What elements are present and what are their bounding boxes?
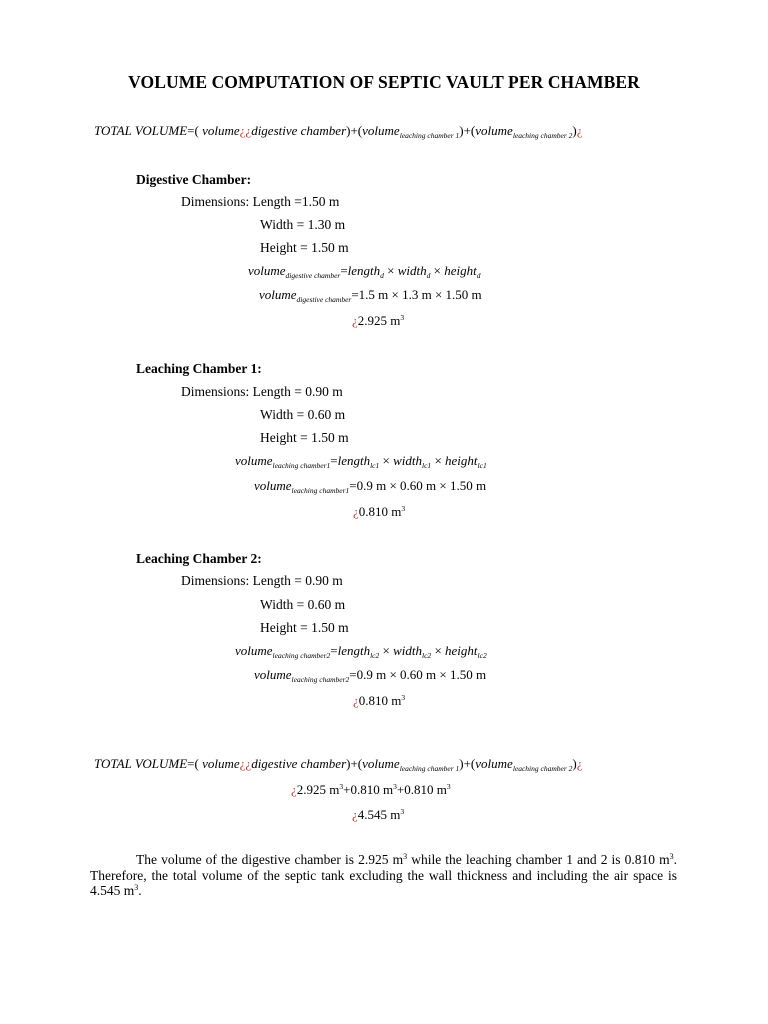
volume-term: volume bbox=[202, 756, 240, 771]
paragraph-text: . bbox=[138, 883, 142, 898]
length-word: length bbox=[337, 453, 371, 468]
total-volume-equation: TOTAL VOLUME=( volume¿¿digestive chamber)+(volume$_{leaching chamber 1}$)+(volume$_{leaching chamber 2}$)¿ bbox=[94, 123, 583, 140]
unit-exponent: 3 bbox=[400, 807, 405, 816]
volume-formula: volume$_{leaching chamber1}$=length$_{lc1}$ × width$_{lc1}$ × height$_{lc1}$ bbox=[235, 453, 487, 470]
total-sum bbox=[291, 782, 451, 798]
calculation-values: =0.9 m × 0.60 m × 1.50 m bbox=[349, 478, 487, 493]
times-symbol: × bbox=[387, 263, 395, 278]
volume-term: volume bbox=[475, 756, 513, 771]
unit-exponent: 3 bbox=[446, 782, 451, 791]
subscript: leaching chamber 2 bbox=[512, 764, 573, 773]
width-word: width bbox=[397, 263, 427, 278]
placeholder-glyph: ¿ bbox=[353, 693, 359, 708]
times-symbol: × bbox=[382, 453, 390, 468]
volume-result bbox=[353, 693, 405, 709]
dimension-length: Dimensions: Length = 0.90 m bbox=[181, 573, 343, 588]
subscript: digestive chamber bbox=[296, 295, 352, 304]
volume-term: volume bbox=[362, 756, 400, 771]
width-word: width bbox=[393, 643, 423, 658]
result-value: 0.810 m bbox=[358, 504, 402, 519]
section-heading-lc1: Leaching Chamber 1: bbox=[136, 361, 262, 376]
volume-result bbox=[352, 313, 404, 329]
subscript: leaching chamber 1 bbox=[399, 131, 460, 140]
times-symbol: × bbox=[382, 643, 390, 658]
unit-exponent: 3 bbox=[401, 504, 406, 513]
height-word: height bbox=[444, 263, 477, 278]
dimension-length: Dimensions: Length =1.50 m bbox=[181, 194, 340, 209]
section-heading-digestive: Digestive Chamber: bbox=[136, 172, 252, 187]
page-title: VOLUME COMPUTATION OF SEPTIC VAULT PER CHAMBER bbox=[128, 72, 640, 92]
digestive-term: digestive chamber bbox=[251, 756, 347, 771]
unit-exponent: 3 bbox=[669, 852, 674, 861]
subscript: leaching chamber2 bbox=[291, 675, 350, 684]
height-word: height bbox=[445, 453, 478, 468]
times-symbol: × bbox=[433, 263, 442, 278]
subscript: lc1 bbox=[370, 461, 380, 470]
volume-word: volume bbox=[254, 667, 292, 682]
sum-term: +0.810 m bbox=[396, 782, 447, 797]
subscript: digestive chamber bbox=[285, 271, 341, 280]
placeholder-glyph: ¿ bbox=[352, 807, 358, 822]
dimension-length: Dimensions: Length = 0.90 m bbox=[181, 384, 343, 399]
volume-word: volume bbox=[235, 453, 273, 468]
volume-formula: volume$_{leaching chamber2}$=length$_{lc2}$ × width$_{lc2}$ × height$_{lc2}$ bbox=[235, 643, 487, 660]
subscript: lc1 bbox=[422, 461, 432, 470]
length-word: length bbox=[337, 643, 371, 658]
subscript: lc2 bbox=[477, 651, 487, 660]
dimension-width: Width = 0.60 m bbox=[260, 407, 346, 422]
unit-exponent: 3 bbox=[403, 852, 408, 861]
volume-calculation bbox=[254, 478, 486, 494]
height-word: height bbox=[445, 643, 478, 658]
volume-word: volume bbox=[248, 263, 286, 278]
total-volume-equation: TOTAL VOLUME=( volume¿¿digestive chamber)+(volume$_{leaching chamber 1}$)+(volume$_{leaching chamber 2}$)¿ bbox=[94, 756, 583, 773]
subscript: d bbox=[426, 271, 431, 280]
volume-term: volume bbox=[202, 123, 240, 138]
placeholder-glyph: ¿ bbox=[576, 123, 583, 138]
times-symbol: × bbox=[434, 643, 442, 658]
subscript: d bbox=[476, 271, 481, 280]
unit-exponent: 3 bbox=[393, 782, 397, 791]
placeholder-glyph: ¿ bbox=[353, 504, 359, 519]
paragraph-text: The volume of the digestive chamber is 2.925 m bbox=[136, 852, 404, 867]
calculation-values: =1.5 m × 1.3 m × 1.50 m bbox=[351, 287, 482, 302]
dimension-width: Width = 0.60 m bbox=[260, 597, 346, 612]
subscript: lc1 bbox=[477, 461, 487, 470]
subscript: leaching chamber 2 bbox=[512, 131, 573, 140]
result-value: 2.925 m bbox=[357, 313, 401, 328]
volume-term: volume bbox=[362, 123, 400, 138]
unit-exponent: 3 bbox=[134, 883, 139, 892]
volume-calculation bbox=[259, 287, 482, 303]
unit-exponent: 3 bbox=[339, 782, 344, 791]
volume-word: volume bbox=[254, 478, 292, 493]
placeholder-glyph: ¿ bbox=[352, 313, 358, 328]
unit-exponent: 3 bbox=[400, 313, 405, 322]
paragraph-text: while the leaching chamber 1 and 2 is 0.810 m bbox=[407, 852, 670, 867]
digestive-term: digestive chamber bbox=[251, 123, 347, 138]
volume-calculation bbox=[254, 667, 486, 683]
paragraph-text: . Therefore, the total volume of the septic tank excluding the wall thickness and including the air space is 4.545 m bbox=[90, 852, 677, 898]
subscript: leaching chamber 1 bbox=[399, 764, 460, 773]
dimension-height: Height = 1.50 m bbox=[260, 430, 349, 445]
dimension-height: Height = 1.50 m bbox=[260, 240, 349, 255]
placeholder-glyph: ¿ bbox=[291, 782, 297, 797]
dimension-width: Width = 1.30 m bbox=[260, 217, 346, 232]
sum-term: 2.925 m bbox=[296, 782, 340, 797]
length-word: length bbox=[347, 263, 381, 278]
volume-result bbox=[353, 504, 405, 520]
total-volume-label: TOTAL VOLUME bbox=[94, 756, 188, 771]
total-volume-label: TOTAL VOLUME bbox=[94, 123, 188, 138]
section-heading-lc2: Leaching Chamber 2: bbox=[136, 551, 262, 566]
total-result bbox=[352, 807, 404, 823]
width-word: width bbox=[393, 453, 423, 468]
result-value: 4.545 m bbox=[357, 807, 401, 822]
subscript: leaching chamber1 bbox=[291, 486, 350, 495]
unit-exponent: 3 bbox=[401, 693, 406, 702]
placeholder-glyph: ¿¿ bbox=[239, 756, 252, 771]
subscript: leaching chamber2 bbox=[272, 651, 331, 660]
sum-term: +0.810 m bbox=[343, 782, 394, 797]
result-value: 0.810 m bbox=[358, 693, 402, 708]
subscript: lc2 bbox=[422, 651, 432, 660]
dimension-height: Height = 1.50 m bbox=[260, 620, 349, 635]
placeholder-glyph: ¿¿ bbox=[239, 123, 252, 138]
calculation-values: =0.9 m × 0.60 m × 1.50 m bbox=[349, 667, 487, 682]
subscript: d bbox=[380, 271, 384, 280]
subscript: lc2 bbox=[370, 651, 380, 660]
subscript: leaching chamber1 bbox=[272, 461, 331, 470]
volume-term: volume bbox=[475, 123, 513, 138]
placeholder-glyph: ¿ bbox=[576, 756, 583, 771]
times-symbol: × bbox=[434, 453, 442, 468]
volume-word: volume bbox=[259, 287, 297, 302]
conclusion-paragraph bbox=[90, 852, 677, 899]
volume-word: volume bbox=[235, 643, 273, 658]
volume-formula: volume$_{digestive chamber}$=length$_d$ × width$_d$ × height$_d$ bbox=[248, 263, 481, 280]
